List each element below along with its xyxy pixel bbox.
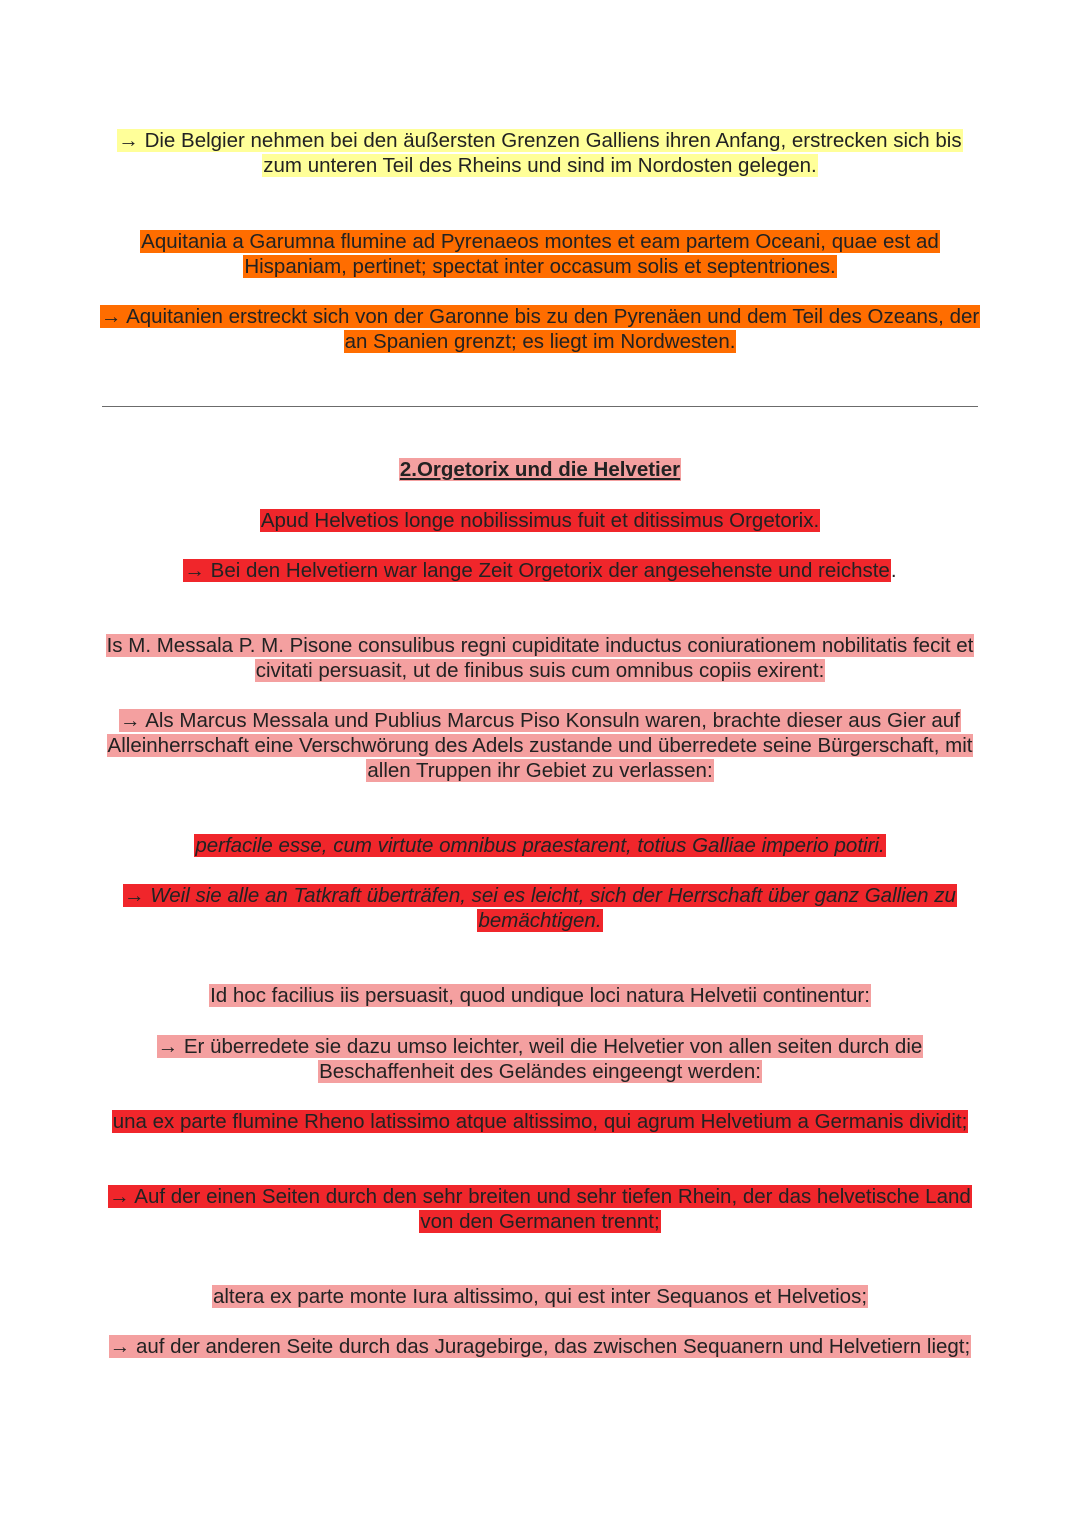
rheno-translation (100, 1184, 980, 1234)
text-highlight: Aquitania a Garumna flumine ad Pyrenaeos montes et eam partem Oceani, quae est ad Hispaniam, pertinet; spectat inter occasum solis et septentriones. (141, 230, 939, 278)
iura-latin (100, 1284, 980, 1309)
perfacile-latin (100, 833, 980, 858)
rheno-latin (100, 1109, 980, 1134)
heading-text: 2.Orgetorix und die Helvetier (399, 458, 681, 481)
horizontal-divider (102, 406, 978, 407)
messala-translation (100, 708, 980, 783)
belgae-translation (100, 128, 980, 178)
perfacile-translation (100, 883, 980, 933)
iura-translation (100, 1334, 980, 1359)
text-highlight: Is M. Messala P. M. Pisone consulibus regni cupiditate inductus coniurationem nobilitatis fecit et civitati persuasit, ut de finibus suis cum omnibus copiis exirent: (106, 634, 974, 682)
text-highlight: → Bei den Helvetiern war lange Zeit Orgetorix der angesehenste und reichste (184, 559, 890, 582)
text-highlight: → Er überredete sie dazu umso leichter, weil die Helvetier von allen seiten durch die Beschaffenheit des Geländes eingeengt werden: (157, 1035, 923, 1083)
section-heading (100, 457, 980, 482)
facilius-translation (100, 1034, 980, 1084)
text-highlight: Apud Helvetios longe nobilissimus fuit et ditissimus Orgetorix. (260, 509, 820, 532)
facilius-latin (100, 983, 980, 1008)
text-highlight: → Die Belgier nehmen bei den äußersten Grenzen Galliens ihren Anfang, erstrecken sich bis zum unteren Teil des Rheins und sind im Nordosten gelegen. (118, 129, 962, 177)
text-highlight: → Als Marcus Messala und Publius Marcus Piso Konsuln waren, brachte dieser aus Gier auf Alleinherrschaft eine Verschwörung des Adels zustande und überredete seine Bürgerschaft, mit allen Truppen ihr Gebiet zu verlassen: (107, 709, 973, 782)
text-highlight: → Weil sie alle an Tatkraft überträfen, sei es leicht, sich der Herrschaft über ganz Gallien zu bemächtigen. (124, 884, 956, 932)
text-highlight: perfacile esse, cum virtute omnibus praestarent, totius Galliae imperio potiri. (195, 834, 885, 857)
text-highlight: Id hoc facilius iis persuasit, quod undique loci natura Helvetii continentur: (210, 984, 870, 1007)
text-highlight: → auf der anderen Seite durch das Juragebirge, das zwischen Sequanern und Helvetiern liegt; (109, 1335, 971, 1358)
aquitania-latin (100, 229, 980, 279)
orgetorix-latin (100, 508, 980, 533)
text-highlight: → Aquitanien erstreckt sich von der Garonne bis zu den Pyrenäen und dem Teil des Ozeans, der an Spanien grenzt; es liegt im Nordwesten. (101, 305, 980, 353)
orgetorix-translation (100, 558, 980, 583)
text-highlight: altera ex parte monte Iura altissimo, qui est inter Sequanos et Helvetios; (212, 1285, 868, 1308)
text-highlight: una ex parte flumine Rheno latissimo atque altissimo, qui agrum Helvetium a Germanis dividit; (112, 1110, 968, 1133)
aquitania-translation (100, 304, 980, 354)
messala-latin (100, 633, 980, 683)
text-highlight: → Auf der einen Seiten durch den sehr breiten und sehr tiefen Rhein, der das helvetische Land von den Germanen trennt; (109, 1185, 971, 1233)
trailing-period: . (890, 559, 897, 582)
